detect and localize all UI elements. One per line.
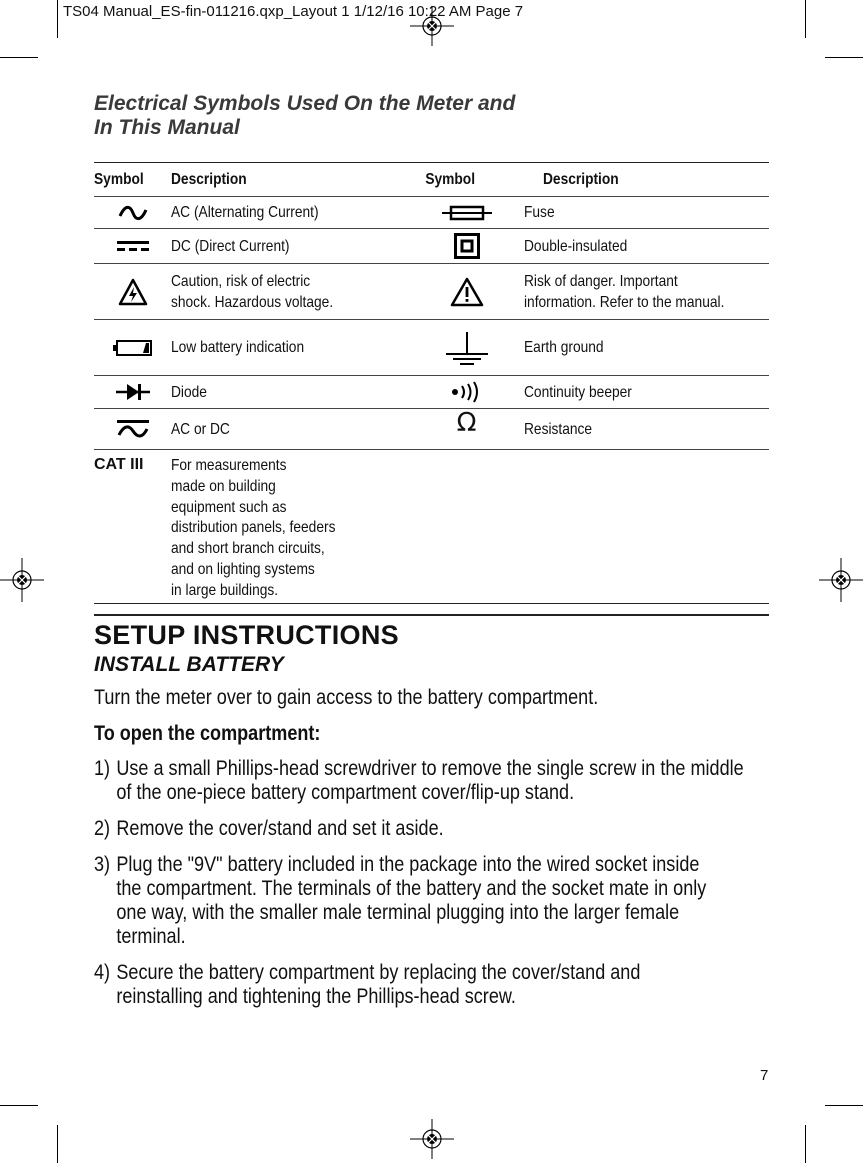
table-row (94, 376, 769, 409)
step-number: 2) (94, 817, 111, 840)
crop-mark (57, 1125, 58, 1163)
description-cell (524, 271, 735, 313)
description-line: in large buildings. (171, 581, 279, 599)
crop-mark (805, 0, 806, 38)
step-line: Use a small Phillips-head screwdriver to remove the single screw in the middle (116, 757, 744, 780)
symbol-cell (94, 339, 171, 357)
diode-icon (116, 383, 150, 401)
symbol-cell (409, 330, 524, 366)
step-line: Remove the cover/stand and set it aside. (116, 817, 444, 840)
description-cell: Diode (171, 383, 207, 401)
step-line: reinstalling and tightening the Phillips-head screw. (116, 985, 516, 1008)
crop-mark (805, 1125, 806, 1163)
description-cell: Low battery indication (171, 339, 305, 356)
symbol-cell (94, 418, 171, 440)
crop-mark (825, 57, 863, 58)
step-text (113, 757, 744, 805)
description-cell: Resistance (524, 420, 593, 438)
registration-mark-icon (0, 558, 44, 602)
description-cell: Double-insulated (524, 237, 628, 255)
symbol-cell (94, 383, 171, 401)
step-list (94, 757, 773, 1009)
step-number: 4) (94, 961, 111, 984)
step-number: 3) (94, 853, 111, 876)
install-battery-subtitle: INSTALL BATTERY (94, 653, 284, 676)
step-text (113, 961, 640, 1009)
description-line: equipment such as (171, 498, 287, 516)
step-number: 1) (94, 757, 111, 780)
continuity-beeper-icon (451, 381, 483, 403)
list-item (94, 817, 773, 841)
description-line: shock. Hazardous voltage. (171, 293, 334, 311)
section-title-line1: Electrical Symbols Used On the Meter and (94, 92, 516, 115)
open-compartment-heading: To open the compartment: (94, 722, 321, 745)
setup-intro: Turn the meter over to gain access to the battery compartment. (94, 686, 599, 709)
header-description-2: Description (543, 171, 619, 188)
table-row (94, 229, 769, 264)
description-line: Risk of danger. Important (524, 272, 678, 290)
list-item (94, 853, 773, 949)
crop-mark (0, 1105, 38, 1106)
description-line: distribution panels, feeders (171, 519, 336, 537)
description-cell: Continuity beeper (524, 383, 632, 401)
resistance-icon: Ω (456, 408, 477, 438)
table-row (94, 197, 769, 229)
ac-wave-icon (118, 205, 148, 221)
dc-icon (117, 239, 149, 253)
description-cell (171, 271, 376, 313)
setup-section (94, 614, 769, 677)
description-cell (171, 456, 376, 602)
double-insulated-icon (454, 233, 480, 259)
symbols-table (94, 162, 769, 604)
step-line: of the one-piece battery compartment cover/flip-up stand. (116, 781, 575, 804)
step-text (113, 853, 706, 949)
registration-mark-icon (410, 1119, 454, 1159)
header-symbol-1: Symbol (94, 170, 144, 188)
earth-ground-icon (444, 330, 490, 366)
symbol-cell (409, 233, 524, 259)
description-cell: AC or DC (171, 420, 230, 438)
section-title (94, 92, 515, 140)
table-row (94, 450, 769, 604)
step-line: the compartment. The terminals of the battery and the socket mate in only (116, 877, 707, 900)
step-line: Plug the "9V" battery included in the package into the wired socket inside (116, 853, 700, 876)
symbol-cell (94, 278, 171, 306)
symbol-cell (409, 204, 524, 222)
symbol-cell (94, 205, 171, 221)
description-cell: Fuse (524, 204, 555, 221)
description-line: made on building (171, 477, 276, 495)
cat-iii-label: CAT III (94, 456, 144, 473)
crop-mark (825, 1105, 863, 1106)
symbol-cell (409, 381, 524, 403)
step-line: terminal. (116, 925, 186, 948)
description-line: Caution, risk of electric (171, 272, 311, 290)
crop-mark (57, 0, 58, 38)
print-slug: TS04 Manual_ES-fin-011216.qxp_Layout 1 1/12/16 10:22 AM Page 7 (63, 3, 524, 20)
step-text (113, 817, 444, 841)
symbol-cell (409, 408, 524, 444)
list-item (94, 961, 773, 1009)
step-line: Secure the battery compartment by replacing the cover/stand and (116, 961, 641, 984)
description-line: and short branch circuits, (171, 540, 325, 558)
description-line: For measurements (171, 457, 287, 474)
registration-mark-icon (410, 6, 454, 46)
description-line: and on lighting systems (171, 560, 315, 578)
description-cell: AC (Alternating Current) (171, 204, 319, 221)
low-battery-icon (113, 339, 153, 357)
table-header-row (94, 163, 769, 197)
shock-warning-icon (118, 278, 148, 306)
symbol-cell (94, 456, 171, 474)
section-title-line2: In This Manual (94, 116, 240, 139)
setup-title: SETUP INSTRUCTIONS (94, 620, 399, 650)
description-cell: DC (Direct Current) (171, 237, 290, 255)
table-row (94, 320, 769, 376)
header-description-1: Description (171, 171, 247, 188)
description-cell: Earth ground (524, 339, 604, 356)
step-line: one way, with the smaller male terminal plugging into the larger female (116, 901, 680, 924)
ac-dc-icon (117, 418, 149, 440)
description-line: information. Refer to the manual. (524, 293, 725, 311)
symbol-cell (94, 239, 171, 253)
registration-mark-icon (819, 558, 863, 602)
fuse-icon (442, 204, 492, 222)
table-row (94, 409, 769, 450)
symbol-cell (409, 277, 524, 307)
danger-warning-icon (450, 277, 484, 307)
list-item (94, 757, 773, 805)
header-symbol-2: Symbol (425, 170, 476, 188)
table-row (94, 264, 769, 320)
crop-mark (0, 57, 38, 58)
page-number: 7 (760, 1067, 769, 1084)
